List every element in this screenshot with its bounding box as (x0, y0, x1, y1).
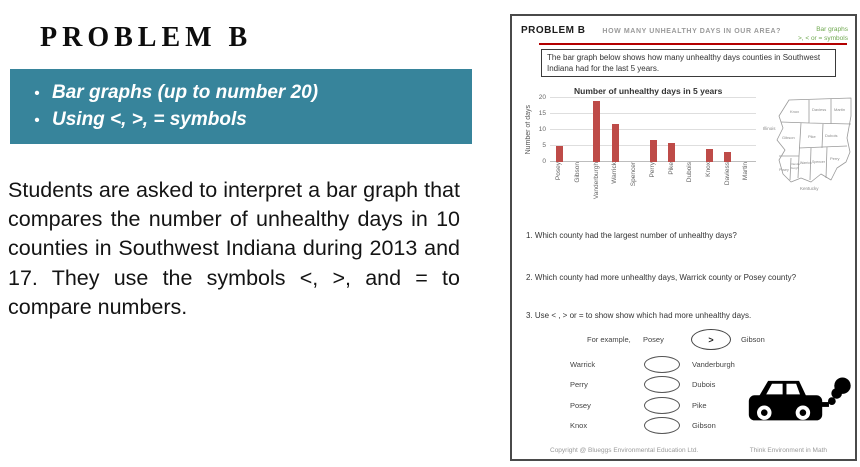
bullet-box (10, 69, 472, 144)
bar-pike (668, 143, 675, 162)
x-axis-label: Posey (555, 162, 563, 181)
map-label-pike: Pike (808, 134, 816, 139)
worksheet-topic (798, 25, 848, 44)
question-2: 2. Which county had more unhealthy days, Warrick county or Posey county? (526, 273, 797, 282)
matching-left-county: Perry (570, 380, 588, 390)
matching-row (570, 416, 735, 437)
matching-row (570, 375, 735, 396)
matching-row (570, 354, 735, 375)
bar-column (719, 98, 738, 162)
x-axis-label: Warrick (611, 162, 619, 184)
map-label-spencer: Spencer (812, 160, 826, 164)
question-1: 1. Which county had the largest number of unhealthy days? (526, 231, 737, 240)
header-rule (539, 43, 847, 45)
example-label: For example, (587, 335, 631, 344)
bar-column (550, 98, 569, 162)
x-label-column (719, 162, 738, 214)
worksheet-footer (550, 447, 827, 454)
map-label-illinois: Illinois (763, 126, 776, 131)
plot-area (550, 98, 756, 162)
matching-left-county: Knox (570, 421, 588, 431)
question-3: 3. Use < , > or = to show show which had more unhealthy days. (526, 311, 752, 320)
bar-column (587, 98, 606, 162)
x-label-column (700, 162, 719, 214)
x-label-column (644, 162, 663, 214)
x-axis-label: Gibson (573, 162, 581, 183)
bullet-item: • Using <, >, = symbols (22, 109, 472, 131)
example-row (587, 329, 765, 350)
x-axis-labels (550, 162, 756, 214)
map-label-gibson: Gibson (782, 135, 795, 140)
example-left-county: Posey (643, 335, 664, 344)
answer-oval (644, 397, 680, 414)
map-label-vanderburgh-2: burgh (791, 166, 799, 170)
x-axis-label: Martin (742, 162, 750, 181)
bar-column (737, 98, 756, 162)
y-axis-label: Number of days (524, 105, 532, 155)
footer-tagline: Think Environment in Math (749, 447, 827, 454)
bar-posey (556, 146, 563, 162)
worksheet-panel (510, 14, 857, 461)
example-right-county: Gibson (741, 335, 765, 344)
x-label-column (737, 162, 756, 214)
x-axis-label: Pike (667, 162, 675, 175)
worksheet-topic-line2: >, < or = symbols (797, 35, 848, 43)
map-label-daviess: Daviess (812, 107, 827, 112)
bar-column (662, 98, 681, 162)
map-label-warrick: Warrick (800, 161, 812, 165)
y-tick-label: 0 (542, 157, 546, 165)
bar-chart (522, 93, 756, 214)
x-label-column (569, 162, 588, 214)
worksheet-problem-label: PROBLEM B (521, 25, 586, 36)
bar-vanderburgh (593, 101, 600, 162)
map-svg (762, 90, 854, 196)
x-axis-label: Knox (704, 162, 712, 177)
x-axis-label: Vanderburgh (592, 162, 600, 200)
x-label-column (681, 162, 700, 214)
bar-column (700, 98, 719, 162)
footer-copyright: Copyright @ Blueggs Environmental Education Ltd. (550, 447, 699, 454)
instruction-box: The bar graph below shows how many unhealthy days counties in Southwest Indiana had for the last 5 years. (541, 49, 836, 77)
slide-title: PROBLEM B (40, 22, 253, 53)
y-axis-label-wrap (522, 98, 534, 162)
chart-title: Number of unhealthy days in 5 years (574, 86, 723, 96)
answer-oval (644, 417, 680, 434)
matching-left-county: Posey (570, 400, 591, 410)
example-symbol-oval: > (691, 329, 731, 350)
y-tick-label: 20 (538, 93, 546, 101)
y-tick-label: 5 (542, 141, 546, 149)
map-label-perry: Perry (830, 156, 840, 161)
matching-exercise (570, 354, 735, 436)
matching-right-county: Vanderburgh (692, 359, 735, 369)
map-label-vanderburgh-1: Vander (791, 162, 801, 166)
matching-row (570, 395, 735, 416)
answer-oval (644, 356, 680, 373)
bar-daviess (724, 152, 731, 162)
bar-perry (650, 140, 657, 162)
car-exhaust-icon (745, 376, 855, 432)
y-axis-ticks (534, 93, 550, 165)
x-axis-label: Dubois (686, 162, 694, 183)
bars (550, 98, 756, 162)
bar-column (644, 98, 663, 162)
x-label-column (662, 162, 681, 214)
x-axis-label: Perry (648, 162, 656, 178)
x-label-column (606, 162, 625, 214)
bar-warrick (612, 124, 619, 162)
bar-column (569, 98, 588, 162)
description-paragraph: Students are asked to interpret a bar graph that compares the number of unhealthy days in 10 counties in Southwest Indiana during 2013 and 17. They use the symbols <, >, and = to compare numbers. (8, 178, 460, 319)
x-axis-label: Daviess (723, 162, 731, 186)
matching-right-county: Pike (692, 400, 707, 410)
bar-column (681, 98, 700, 162)
indiana-county-map (762, 90, 854, 196)
matching-right-county: Dubois (692, 380, 716, 390)
x-label-column (587, 162, 606, 214)
bar-column (625, 98, 644, 162)
x-label-column (550, 162, 569, 214)
y-tick-label: 15 (538, 109, 546, 117)
map-label-knox: Knox (790, 109, 800, 114)
worksheet-topic-line1: Bar graphs (816, 26, 848, 33)
map-label-dubois: Dubois (825, 133, 838, 138)
bar-column (606, 98, 625, 162)
map-label-martin: Martin (834, 107, 846, 112)
bar-knox (706, 149, 713, 162)
matching-left-county: Warrick (570, 359, 596, 369)
worksheet-title: HOW MANY UNHEALTHY DAYS IN OUR AREA? (602, 28, 782, 35)
map-label-kentucky: Kentucky (800, 186, 819, 191)
answer-oval (644, 376, 680, 393)
x-label-column (625, 162, 644, 214)
map-label-posey: Posey (779, 168, 789, 172)
x-axis-label: Spencer (630, 162, 638, 187)
matching-right-county: Gibson (692, 421, 716, 431)
bullet-item: • Bar graphs (up to number 20) (22, 82, 472, 104)
y-tick-label: 10 (538, 125, 546, 133)
worksheet-header (521, 25, 848, 44)
